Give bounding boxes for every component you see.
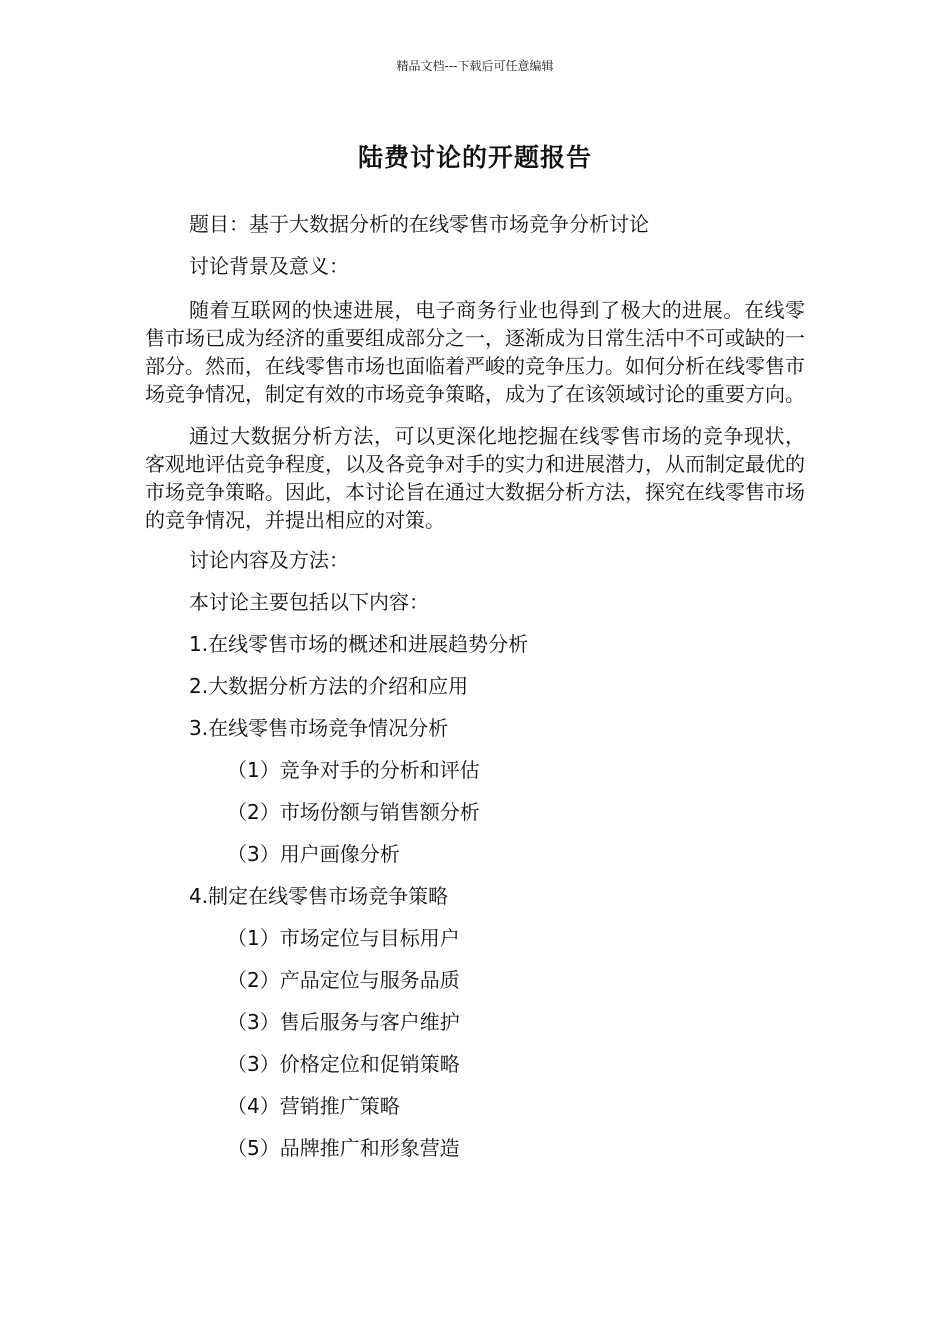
list-subitem: （3）用户画像分析 <box>227 842 400 866</box>
list-item-1: 1.在线零售市场的概述和进展趋势分析 <box>189 632 529 656</box>
list-subitem: （3）售后服务与客户维护 <box>227 1010 460 1034</box>
list-subitem: （2）市场份额与销售额分析 <box>227 800 480 824</box>
list-item-2: 2.大数据分析方法的介绍和应用 <box>189 674 469 698</box>
header-note: 精品文档---下载后可任意编辑 <box>396 59 554 73</box>
document-body <box>145 212 805 1178</box>
list-subitem: （5）品牌推广和形象营造 <box>227 1136 460 1160</box>
paragraph-background: 随着互联网的快速进展，电子商务行业也得到了极大的进展。在线零售市场已成为经济的重要组成部分之一，逐渐成为日常生活中不可或缺的一部分。然而，在线零售市场也面临着严峻的竞争压力。如何分析在线零售市场竞争情况，制定有效的市场竞争策略，成为了在该领域讨论的重要方向。 <box>145 298 805 406</box>
list-item-3: 3.在线零售市场竞争情况分析 <box>189 716 449 740</box>
list-subitem: （2）产品定位与服务品质 <box>227 968 460 992</box>
list-subitem: （1）竞争对手的分析和评估 <box>227 758 480 782</box>
document-title: 陆费讨论的开题报告 <box>357 143 592 172</box>
background-heading: 讨论背景及意义： <box>189 254 349 278</box>
content-heading: 讨论内容及方法： <box>189 548 349 572</box>
list-subitem: （1）市场定位与目标用户 <box>227 926 460 950</box>
list-subitem: （4）营销推广策略 <box>227 1094 400 1118</box>
topic-line: 题目：基于大数据分析的在线零售市场竞争分析讨论 <box>189 212 649 236</box>
content-intro: 本讨论主要包括以下内容： <box>189 590 429 614</box>
list-subitem: （3）价格定位和促销策略 <box>227 1052 460 1076</box>
list-item-4: 4.制定在线零售市场竞争策略 <box>189 884 449 908</box>
paragraph-method: 通过大数据分析方法，可以更深化地挖掘在线零售市场的竞争现状，客观地评估竞争程度，以及各竞争对手的实力和进展潜力，从而制定最优的市场竞争策略。因此，本讨论旨在通过大数据分析方法，探究在线零售市场的竞争情况，并提出相应的对策。 <box>145 424 805 532</box>
